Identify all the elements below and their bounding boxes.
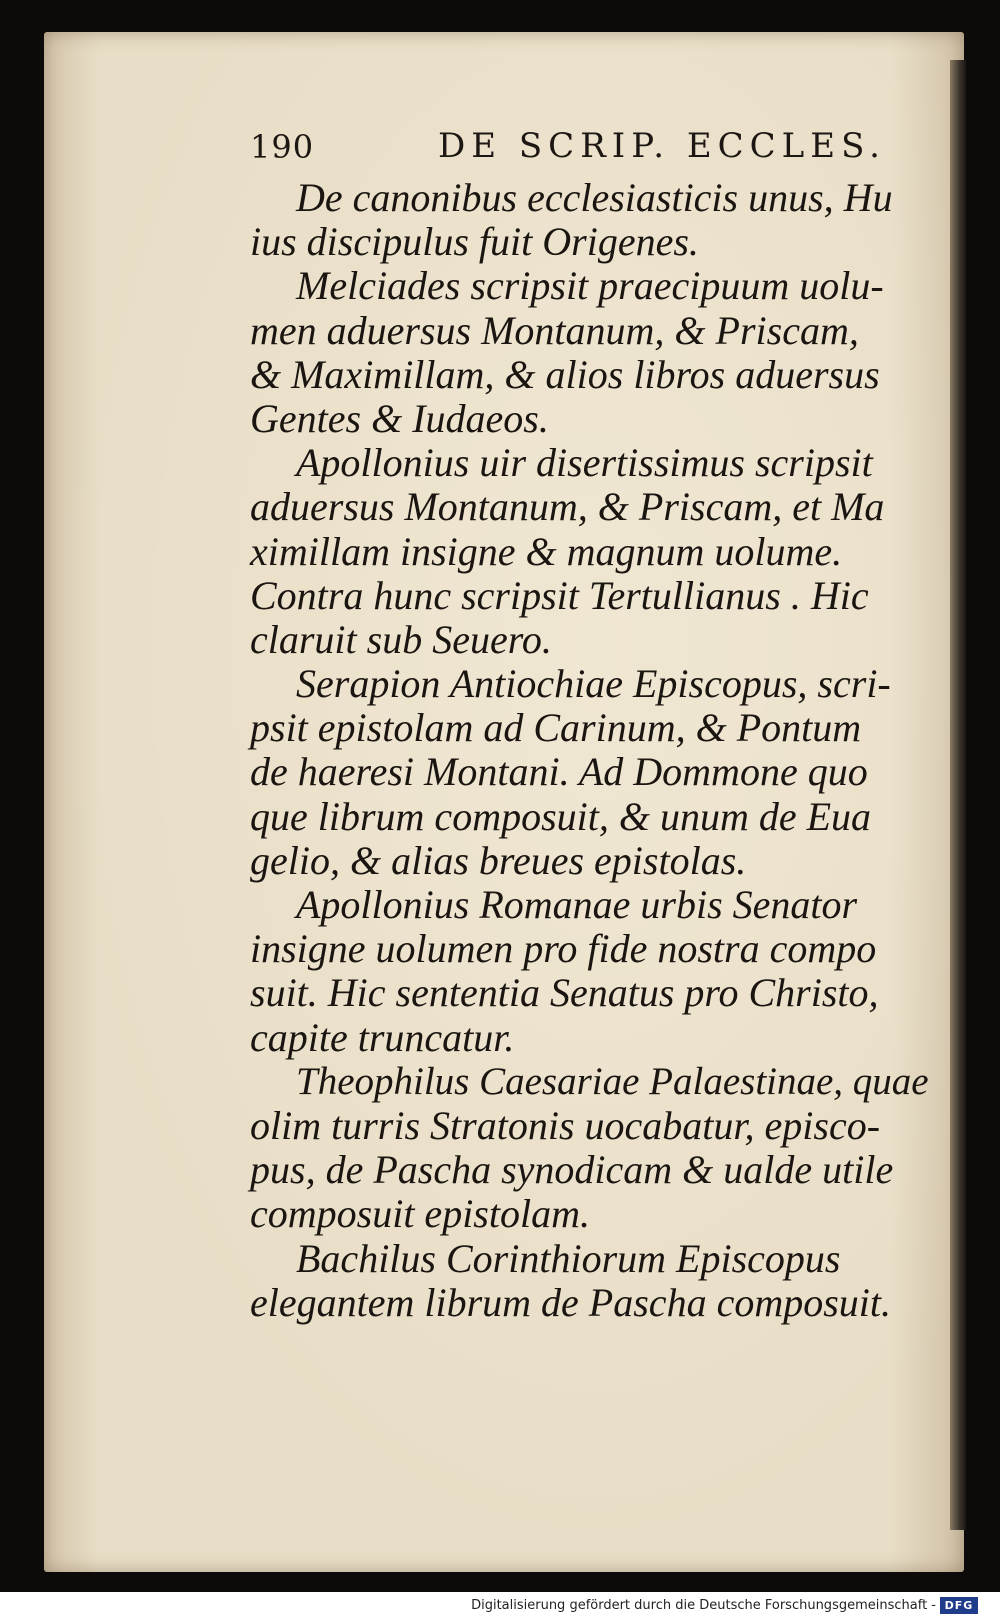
text-line: capite truncatur. [250,1014,515,1060]
text-line: ximillam insigne & magnum uolume. [250,528,843,574]
text-line: Bachilus Corinthiorum Episcopus [296,1235,841,1281]
text-line: men aduersus Montanum, & Priscam, [250,307,859,353]
page-edge [950,60,966,1530]
text-line: & Maximillam, & alios libros aduersus [250,351,880,397]
running-head-title: DE SCRIP. ECCLES. [438,126,886,166]
text-line: De canonibus ecclesiasticis unus, Hu [296,175,893,220]
funding-credit: Digitalisierung gefördert durch die Deutsche Forschungsgemeinschaft - [471,1598,936,1613]
body-text [250,176,930,1325]
text-line: claruit sub Seuero. [250,616,552,662]
text-line: gelio, & alias breues epistolas. [250,837,747,883]
dfg-logo: DFG [940,1597,978,1614]
text-line: Apollonius uir disertissimus scripsit [296,440,873,486]
text-line: insigne uolumen pro fide nostra compo [250,926,877,972]
text-line: aduersus Montanum, & Priscam, et Ma [250,484,885,530]
text-line: Apollonius Romanae urbis Senator [296,882,858,927]
text-line: de haeresi Montani. Ad Dommone quo [250,749,868,795]
text-line: elegantem librum de Pascha composuit. [250,1279,891,1325]
text-line: Theophilus Caesariae Palaestinae, quae [296,1059,929,1103]
text-line: Contra hunc scripsit Tertullianus . Hic [250,572,869,618]
text-line: pus, de Pascha synodicam & ualde utile [250,1147,894,1193]
page-number: 190 [250,128,315,166]
text-line: que librum composuit, & unum de Eua [250,793,872,839]
text-line: suit. Hic sententia Senatus pro Christo, [250,970,879,1016]
text-line: ius discipulus fuit Origenes. [250,219,699,265]
text-line: Serapion Antiochiae Episcopus, scri- [296,661,891,707]
text-line: composuit epistolam. [250,1191,590,1237]
running-head [250,124,886,174]
text-line: olim turris Stratonis uocabatur, episco- [250,1102,881,1148]
footer-bar [0,1592,1000,1620]
text-line: Melciades scripsit praecipuum uolu- [296,263,884,309]
text-line: Gentes & Iudaeos. [250,395,549,441]
text-line: psit epistolam ad Carinum, & Pontum [250,705,862,751]
